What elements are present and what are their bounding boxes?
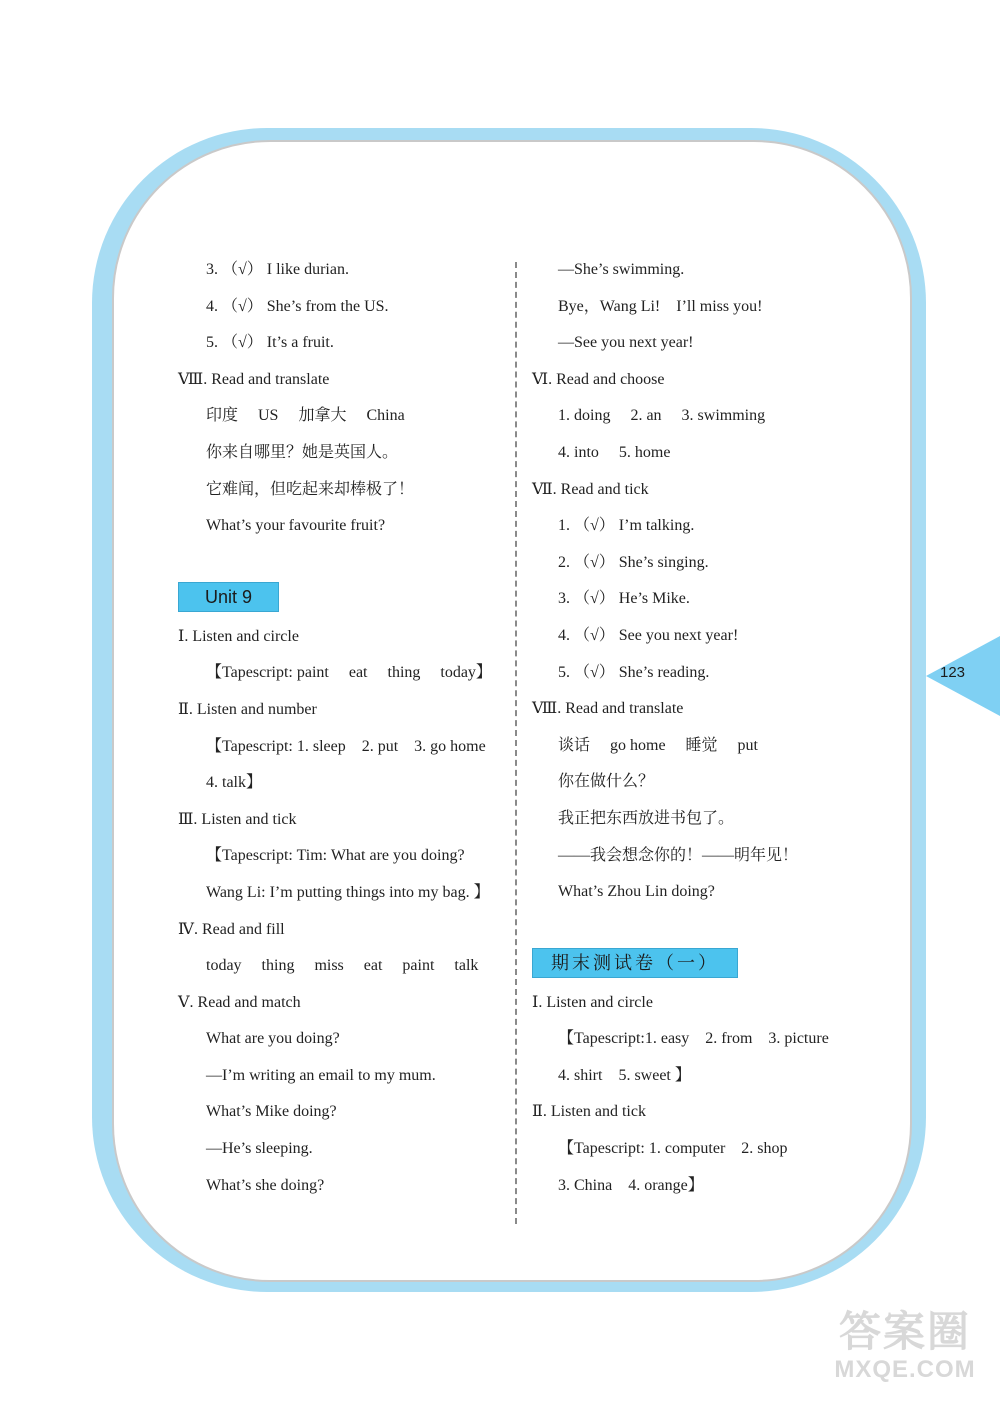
unit-title: Unit 9	[178, 582, 279, 612]
answer-line: What’s your favourite fruit?	[206, 517, 386, 535]
answer-line: 【Tapescript: paint eat thing today】	[206, 664, 492, 682]
answer-line: What are you doing?	[206, 1030, 340, 1048]
answer-line: 【Tapescript: 1. computer 2. shop	[558, 1140, 788, 1158]
answer-line: 4. shirt 5. sweet 】	[558, 1066, 691, 1084]
right-column	[532, 252, 872, 1204]
answer-line: What’s she doing?	[206, 1176, 325, 1194]
section-heading: Ⅵ. Read and choose	[532, 370, 665, 388]
section-heading: Ⅰ. Listen and circle	[532, 993, 653, 1011]
answer-line: 5. （√） She’s reading.	[558, 663, 710, 681]
answer-line: —See you next year!	[558, 334, 694, 352]
answer-line: 3. China 4. orange】	[558, 1176, 704, 1194]
answer-line: 4. （√） See you next year!	[558, 626, 739, 644]
answer-line: 印度 US 加拿大 China	[206, 407, 405, 425]
section-heading: Ⅷ. Read and translate	[532, 700, 684, 718]
answer-line: today thing miss eat paint talk	[206, 957, 479, 975]
answer-line: 【Tapescript: Tim: What are you doing?	[206, 847, 465, 865]
answer-line: 你在做什么？	[558, 773, 655, 791]
section-heading: Ⅳ. Read and fill	[178, 920, 285, 938]
section-heading: Ⅱ. Listen and tick	[532, 1103, 646, 1121]
answer-line: 5. （√） It’s a fruit.	[206, 334, 334, 352]
answer-line: —He’s sleeping.	[206, 1140, 313, 1158]
watermark	[820, 1308, 990, 1384]
answer-line: 你来自哪里？她是英国人。	[206, 443, 399, 461]
watermark-logo: 答案圈	[838, 1308, 971, 1355]
answer-line: 谈话 go home 睡觉 put	[558, 736, 758, 754]
answer-line: —She’s swimming.	[558, 261, 685, 278]
section-heading: Ⅷ. Read and translate	[178, 370, 330, 388]
answer-line: —I’m writing an email to my mum.	[206, 1066, 436, 1084]
answer-line: 【Tapescript: 1. sleep 2. put 3. go home	[206, 737, 486, 755]
watermark-url: MXQE.COM	[834, 1356, 976, 1383]
section-heading: Ⅱ. Listen and number	[178, 700, 317, 718]
answer-line: Wang Li: I’m putting things into my bag. 】	[206, 883, 490, 901]
answer-line: What’s Mike doing?	[206, 1103, 337, 1121]
section-heading: Ⅲ. Listen and tick	[178, 810, 297, 828]
answer-line: ——我会想念你的！——明年见！	[558, 846, 799, 864]
answer-line: 它难闻，但吃起来却棒极了！	[206, 480, 415, 498]
answer-line: 【Tapescript:1. easy 2. from 3. picture	[558, 1030, 829, 1048]
answer-line: 3. （√） I like durian.	[206, 261, 349, 278]
answer-line: Bye，Wang Li! I’ll miss you!	[558, 297, 763, 315]
answer-line: 我正把东西放进书包了。	[558, 809, 735, 827]
answer-line: 2. （√） She’s singing.	[558, 553, 709, 571]
answer-line: 1. （√） I’m talking.	[558, 517, 695, 535]
page-number: 123	[940, 664, 966, 681]
section-heading: Ⅰ. Listen and circle	[178, 627, 299, 645]
answer-line: 1. doing 2. an 3. swimming	[558, 407, 766, 425]
section-heading: Ⅶ. Read and tick	[532, 480, 649, 498]
answer-line: What’s Zhou Lin doing?	[558, 883, 715, 901]
answer-line: 4. into 5. home	[558, 443, 671, 461]
column-divider	[515, 262, 517, 1224]
left-column	[178, 252, 508, 1204]
answer-line: 4. （√） She’s from the US.	[206, 297, 389, 315]
answer-line: 3. （√） He’s Mike.	[558, 590, 690, 608]
exam-title: 期末测试卷（一）	[532, 948, 738, 978]
section-heading: Ⅴ. Read and match	[178, 993, 301, 1011]
answer-line: 4. talk】	[206, 774, 262, 792]
